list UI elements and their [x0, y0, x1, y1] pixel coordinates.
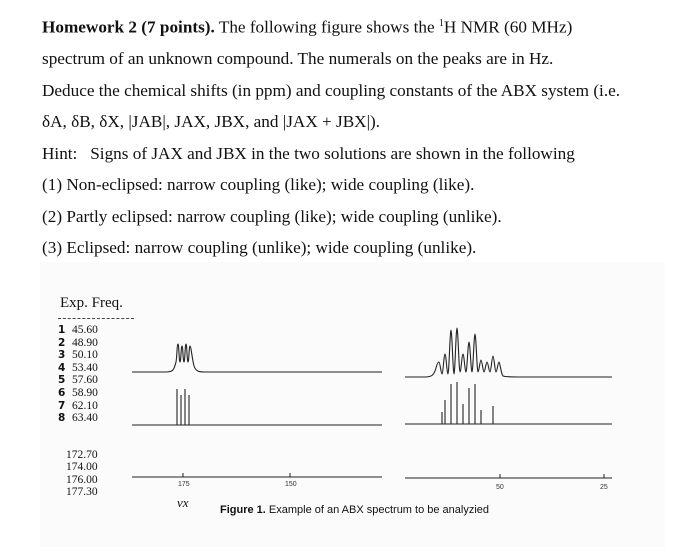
tick-label-150: 150: [285, 481, 297, 488]
problem-line-1: [42, 8, 682, 43]
problem-title: Homework 2 (7 points).: [42, 17, 215, 37]
peak-freq: 57.60: [72, 374, 98, 387]
hint-text: Signs of JAX and JBX in the two solutions are shown in the following: [90, 143, 575, 163]
case-3: (3) Eclipsed: narrow coupling (unlike); wide coupling (unlike).: [42, 238, 477, 258]
peak-freq: 58.90: [72, 386, 98, 399]
peak-freq: 50.10: [72, 349, 98, 362]
tick-label-50: 50: [496, 484, 504, 491]
ab-region-trace: [405, 328, 612, 377]
hint-label: Hint:: [42, 143, 78, 163]
peak-freq: 63.40: [72, 412, 98, 425]
x-peak-freq: 177.30: [66, 486, 98, 499]
peak-number: 5: [58, 374, 66, 387]
problem-text: [42, 8, 682, 264]
tick-label-25: 25: [600, 484, 608, 491]
exp-freq-label: Exp. Freq.: [60, 295, 123, 311]
x-peak-freq: 172.70: [66, 449, 98, 461]
problem-line-3: Deduce the chemical shifts (in ppm) and coupling constants of the ABX system (i.e.: [42, 80, 621, 100]
caption-label: Figure 1.: [220, 504, 266, 516]
tick-label-175: 175: [178, 481, 190, 488]
peak-number: 3: [58, 349, 66, 362]
peak-number: 6: [58, 386, 66, 399]
peak-freq: 48.90: [72, 336, 98, 349]
hint-line: [42, 138, 682, 170]
line1-rest: The following figure shows the: [214, 17, 439, 37]
peak-freq: 62.10: [72, 399, 98, 412]
nu-x-label: νx: [177, 495, 189, 510]
figure-caption: [220, 504, 489, 516]
x-peak-freq: 174.00: [66, 461, 98, 474]
nmr-superscript: 1: [438, 18, 444, 29]
problem-line-4: δA, δB, δX, |JAB|, JAX, JBX, and |JAX + JBX|).: [42, 112, 381, 132]
case-1: (1) Non-eclipsed: narrow coupling (like); wide coupling (like).: [42, 175, 475, 195]
nmr-text: H NMR (60 MHz): [443, 17, 573, 37]
case-2: (2) Partly eclipsed: narrow coupling (like); wide coupling (unlike).: [42, 206, 502, 226]
peak-freq: 45.60: [72, 324, 98, 336]
peak-number: 1: [58, 324, 66, 336]
peak-number: 7: [58, 399, 66, 412]
peak-number: 2: [58, 336, 66, 349]
peak-number: 8: [58, 412, 66, 425]
peak-number: 4: [58, 361, 66, 374]
problem-line-2: spectrum of an unknown compound. The numerals on the peaks are in Hz.: [42, 49, 554, 69]
x-region-trace: [132, 344, 382, 372]
peak-freq: 53.40: [72, 361, 98, 374]
caption-text: Example of an ABX spectrum to be analyzied: [265, 504, 490, 516]
abx-spectrum-figure: [40, 262, 665, 547]
x-peak-freq: 176.00: [66, 473, 98, 486]
